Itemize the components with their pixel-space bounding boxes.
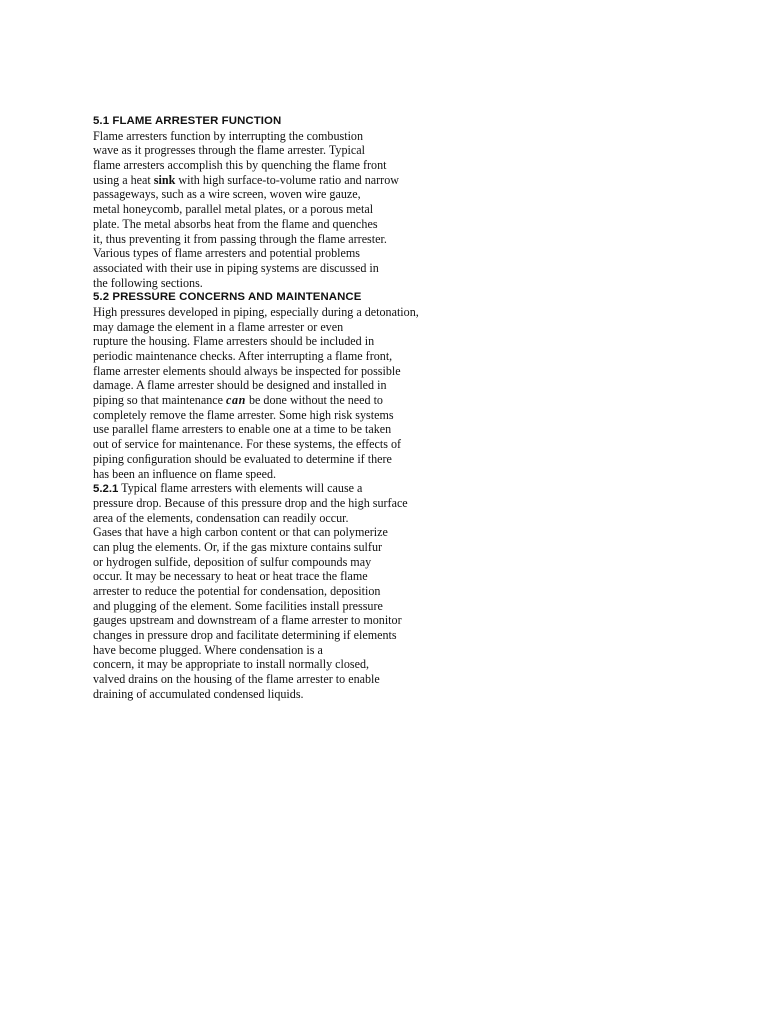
paragraph-line: has been an inﬂuence on flame speed. <box>93 466 277 481</box>
text-run: be done without the need to <box>245 393 383 408</box>
paragraph-line: flame arrester elements should always be inspected for possible <box>93 363 401 378</box>
paragraph-line: completely remove the flame arrester. Some high risk systems <box>93 407 394 422</box>
paragraph-line: arrester to reduce the potential for condensation, deposition <box>93 584 381 598</box>
paragraph-line: Various types of flame arresters and potential problems <box>93 246 360 261</box>
subsection-number-5-2-1: 5.2.1 <box>93 483 119 496</box>
paragraph-line: changes in pressure drop and facilitate determining if elements <box>93 628 397 643</box>
paragraph-line: rupture the housing. Flame arresters should be included in <box>93 334 375 349</box>
paragraph-line: out of service for maintenance. For these systems, the effects of <box>93 437 402 452</box>
paragraph-line: wave as it progresses through the flame arrester. Typical <box>93 143 365 158</box>
paragraph-line: passageways, such as a wire screen, woven wire gauze, <box>93 187 361 202</box>
paragraph-line: the following sections. <box>93 275 203 290</box>
paragraph-line: it, thus preventing it from passing through the flame arrester. <box>93 231 387 246</box>
paragraph-line: area of the elements, condensation can readily occur. <box>93 510 349 525</box>
text-run: piping so that maintenance <box>93 393 226 408</box>
paragraph-line: periodic maintenance checks. After interrupting a flame front, <box>93 349 393 363</box>
paragraph-line: pressure drop. Because of this pressure drop and the high surface <box>93 495 408 510</box>
paragraph-line <box>93 393 493 408</box>
paragraph-line <box>93 173 493 188</box>
paragraph-line: piping conﬁguration should be evaluated to determine if there <box>93 451 392 466</box>
paragraph-line: use parallel flame arresters to enable one at a time to be taken <box>93 422 392 437</box>
text-run: with high surface-to-volume ratio and narrow <box>175 172 399 187</box>
paragraph-line: occur. It may be necessary to heat or heat trace the flame <box>93 569 368 584</box>
paragraph-line: Gases that have a high carbon content or that can polymerize <box>93 525 388 540</box>
paragraph-line: damage. A flame arrester should be designed and installed in <box>93 378 387 393</box>
bold-word: sink <box>153 172 176 187</box>
text-run: Typical flame arresters with elements will cause a <box>118 481 363 496</box>
document-body <box>93 114 493 702</box>
section-heading-5-1: 5.1 FLAME ARRESTER FUNCTION <box>93 115 282 127</box>
paragraph-line: Flame arresters function by interrupting the combustion <box>93 128 364 143</box>
section-heading-5-2: 5.2 PRESSURE CONCERNS AND MAINTENANCE <box>93 291 362 304</box>
paragraph-line: gauges upstream and downstream of a flame arrester to monitor <box>93 613 402 628</box>
paragraph-line: concern, it may be appropriate to install normally closed, <box>93 657 370 672</box>
paragraph-line: and plugging of the element. Some facilities install pressure <box>93 598 383 613</box>
paragraph-line: plate. The metal absorbs heat from the flame and quenches <box>93 216 378 231</box>
emphasized-word: can <box>226 393 246 408</box>
paragraph-line: flame arresters accomplish this by quenching the flame front <box>93 158 387 173</box>
paragraph-line: can plug the elements. Or, if the gas mixture contains sulfur <box>93 539 383 554</box>
paragraph-line: High pressures developed in piping, especially during a detonation, <box>93 304 419 319</box>
paragraph-line: or hydrogen sulfide, deposition of sulfur compounds may <box>93 554 372 569</box>
paragraph-line: metal honeycomb, parallel metal plates, or a porous metal <box>93 202 374 217</box>
paragraph-line: draining of accumulated condensed liquids. <box>93 686 304 701</box>
paragraph-line: valved drains on the housing of the flame arrester to enable <box>93 672 380 687</box>
paragraph-line <box>93 481 493 496</box>
text-run: using a heat <box>93 172 154 187</box>
paragraph-line: have become plugged. Where condensation is a <box>93 642 323 657</box>
paragraph-line: may damage the element in a flame arrester or even <box>93 319 344 334</box>
paragraph-line: associated with their use in piping systems are discussed in <box>93 260 379 275</box>
